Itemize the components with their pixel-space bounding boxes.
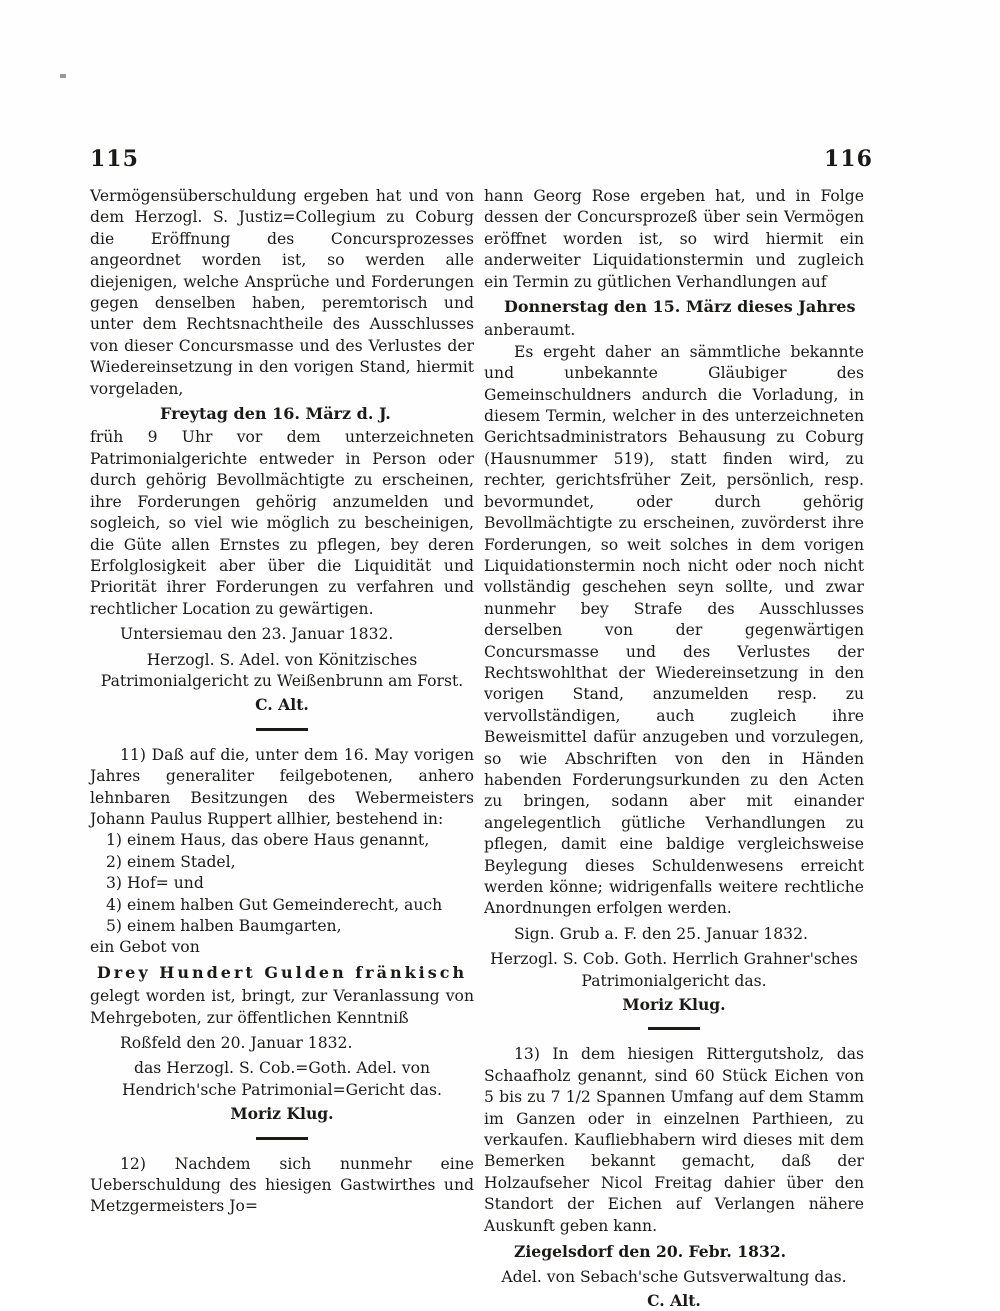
right-place-date: Sign. Grub a. F. den 25. Januar 1832. — [514, 924, 808, 943]
left-signature-2: Moriz Klug. — [230, 1104, 334, 1124]
bid-amount: Drey Hundert Gulden fränkisch — [96, 962, 468, 982]
property-item: 5) einem halben Baumgarten, — [106, 917, 342, 935]
left-authority: Herzogl. S. Adel. von Könitzisches Patrimonialgericht zu Weißenbrunn am Forst. — [100, 650, 464, 690]
left-authority-2: das Herzogl. S. Cob.=Goth. Adel. von Hendrich'sche Patrimonial=Gericht das. — [121, 1059, 443, 1099]
right-intro-paragraph: hann Georg Rose ergeben hat, und in Folge dessen der Concursprozeß über sein Vermögen eröffnet worden ist, so wird hiermit ein anderweiter Liquidationstermin und zugleich ein Termin zu gütlichen Verhandlungen auf — [484, 187, 864, 291]
left-place-date-2: Roßfeld den 20. Januar 1832. — [120, 1034, 353, 1053]
right-column — [484, 186, 864, 1311]
right-date-line: Donnerstag den 15. März dieses Jahres — [504, 297, 856, 317]
property-item: 1) einem Haus, das obere Haus genannt, — [106, 831, 430, 850]
property-item: 2) einem Stadel, — [106, 852, 236, 871]
left-intro-paragraph: Vermögensüberschuldung ergeben hat und von dem Herzogl. S. Justiz=Collegium zu Coburg die Eröffnung des Concursprozesses angeordnet worden ist, so werden alle diejenigen, welche Ansprüche und Forderungen gegen denselben haben, peremtorisch und unter dem Rechtsnachtheile des Ausschlusses von dieser Concursmasse und des Verlustes der Wiedereinsetzung in den vorigen Stand, hiermit vorgeladen, — [90, 187, 474, 398]
notice-11-end: gelegt worden ist, bringt, zur Veranlassung von Mehrgeboten, zur öffentlichen Kenntniß — [90, 987, 474, 1027]
property-list — [106, 830, 474, 937]
page-number-right: 116 — [824, 146, 873, 172]
notice-11-intro: 11) Daß auf die, unter dem 16. May vorigen Jahres generaliter feilgebotenen, anhero lehnbaren Besitzungen des Webermeisters Johann Paulus Ruppert allhier, bestehend in: — [90, 745, 474, 828]
left-place-date: Untersiemau den 23. Januar 1832. — [120, 625, 394, 644]
separator-rule — [256, 728, 308, 731]
page-number-left: 115 — [90, 146, 139, 172]
ink-mark — [60, 74, 66, 78]
left-column — [90, 186, 474, 1218]
left-body-paragraph: früh 9 Uhr vor dem unterzeichneten Patrimonialgerichte entweder in Person oder durch gehörig Bevollmächtigte zu erscheinen, ihre Forderungen gehörig anzumelden und sogleich, so viel wie möglich zu bescheinigen, die Güte allen Ernstes zu pflegen, bey deren Erfolglosigkeit aber über die Liquidität und Priorität ihrer Forderungen zu verfahren und rechtlicher Location zu gewärtigen. — [90, 428, 474, 618]
notice-13: 13) In dem hiesigen Rittergutsholz, das Schaafholz genannt, sind 60 Stück Eichen von 5 bis zu 7 1/2 Spannen Umfang auf dem Stamm im Ganzen oder in einzelnen Parthieen, zu verkaufen. Kaufliebhabern wird dieses mit dem Bemerken bekannt gemacht, daß der Holzaufseher Nicol Freitag dahier über den Standort der Eichen auf Verlangen nähere Auskunft geben kann. — [484, 1045, 864, 1235]
right-signature-2: C. Alt. — [647, 1290, 701, 1310]
property-item: 4) einem halben Gut Gemeinderecht, auch — [106, 895, 443, 914]
left-signature: C. Alt. — [255, 695, 309, 715]
property-item: 3) Hof= und — [106, 874, 204, 893]
notice-12: 12) Nachdem sich nunmehr eine Ueberschuldung des hiesigen Gastwirthes und Metzgermeisters Jo= — [90, 1154, 474, 1216]
right-authority: Herzogl. S. Cob. Goth. Herrlich Grahner'sches Patrimonialgericht das. — [490, 950, 858, 990]
bid-line: ein Gebot von — [90, 938, 200, 957]
right-body-paragraph: Es ergeht daher an sämmtliche bekannte und unbekannte Gläubiger des Gemeinschuldners andurch die Vorladung, in diesem Termin, welcher in des unterzeichneten Gerichtsadministrators Behausung zu Coburg (Hausnummer 519), statt finden wird, zu rechter, gerichtsfrüher Zeit, persönlich, resp. bevormundet, oder durch gehörig Bevollmächtigte zu erscheinen, zuvörderst ihre Forderungen, so weit solches in dem vorigen Liquidationstermin noch nicht oder noch nicht vollständig geschehen seyn sollte, und zwar nunmehr bey Strafe des Ausschlusses derselben von der gegenwärtigen Concursmasse und des Verlustes der Rechtswohlthat der Wiedereinsetzung in den vorigen Stand, anzumelden resp. zu vervollständigen, auch zugleich ihre Beweismittel dafür anzugeben und vorzulegen, so wie Abschriften von den in Händen habenden Forderungsurkunden zu den Acten zu bringen, sodann aber mit einander angelegentlich gütliche Verhandlungen zu pflegen, damit eine baldige vergleichsweise Beylegung dieses Schuldenwesens erreicht werden könne; widrigenfalls weitere rechtliche Anordnungen erfolgen werden. — [484, 342, 864, 918]
right-signature: Moriz Klug. — [622, 995, 726, 1015]
right-authority-2: Adel. von Sebach'sche Gutsverwaltung das. — [501, 1267, 847, 1286]
separator-rule — [256, 1137, 308, 1140]
right-anberaumt: anberaumt. — [484, 321, 576, 340]
right-place-date-2: Ziegelsdorf den 20. Febr. 1832. — [514, 1242, 787, 1262]
separator-rule — [648, 1027, 700, 1030]
left-date-line: Freytag den 16. März d. J. — [160, 404, 391, 424]
